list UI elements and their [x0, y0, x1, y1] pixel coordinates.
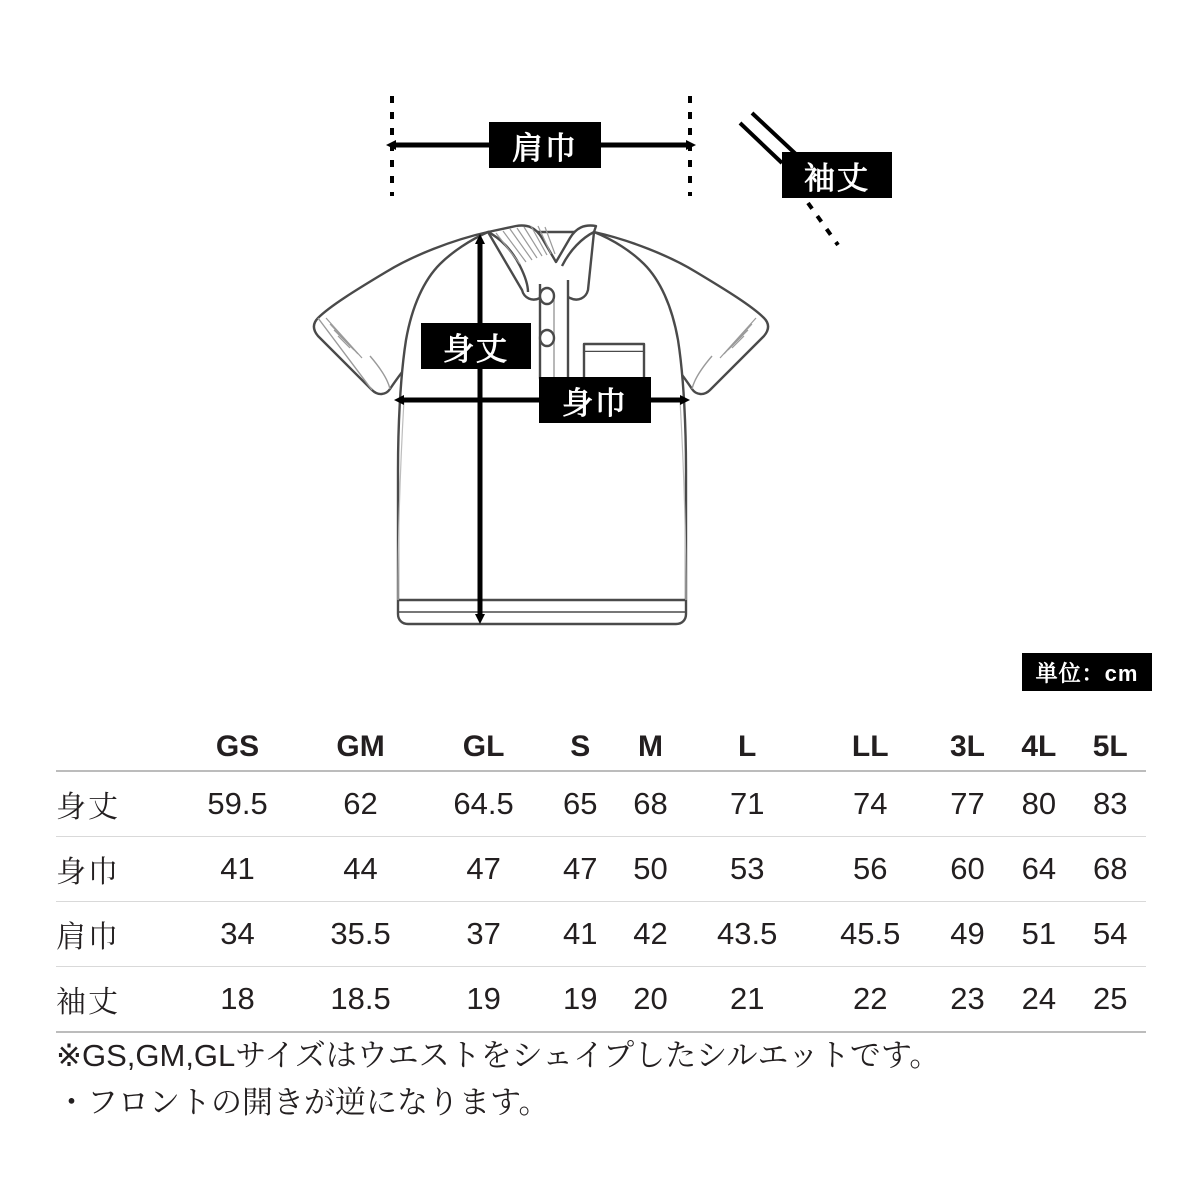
- row-header: 袖丈: [56, 986, 120, 1019]
- table-cell: 64.5: [453, 786, 514, 821]
- table-cell: 77: [950, 786, 985, 821]
- table-cell: 42: [633, 916, 668, 951]
- column-header: GL: [422, 712, 545, 771]
- notes-block: [56, 1032, 1156, 1126]
- table-header-row: [56, 712, 1146, 771]
- table-cell: 80: [1021, 786, 1057, 821]
- table-cell: 35.5: [330, 916, 391, 951]
- table-cell: 60: [950, 851, 985, 886]
- table-cell: 64: [1021, 851, 1057, 886]
- column-header: M: [615, 712, 685, 771]
- label-body-length: 身丈: [421, 323, 531, 369]
- table-cell: 21: [729, 981, 765, 1016]
- label-sleeve-length: 袖丈: [782, 152, 892, 198]
- column-header: L: [686, 712, 809, 771]
- table-cell: 65: [563, 786, 598, 821]
- column-header: GM: [299, 712, 422, 771]
- table-cell: 43.5: [717, 916, 778, 951]
- row-header: 肩巾: [56, 921, 120, 954]
- table-cell: 24: [1021, 981, 1057, 1016]
- table-cell: 23: [950, 981, 985, 1016]
- table-row: [56, 967, 1146, 1033]
- column-header: GS: [176, 712, 299, 771]
- note-line: ・フロントの開きが逆になります。: [56, 1085, 550, 1121]
- table-cell: 47: [466, 851, 501, 886]
- table-cell: 19: [563, 981, 598, 1016]
- size-chart-table: [56, 712, 1146, 1033]
- column-header: LL: [809, 712, 932, 771]
- note-line: ※GS,GM,GLサイズはウエストをシェイプしたシルエットです。: [56, 1038, 941, 1073]
- table-cell: 19: [466, 981, 501, 1016]
- label-shoulder-width: 肩巾: [489, 122, 601, 168]
- row-header: 身巾: [56, 856, 120, 889]
- table-cell: 45.5: [840, 916, 901, 951]
- table-cell: 53: [729, 851, 765, 886]
- table-cell: 56: [852, 851, 888, 886]
- table-row: [56, 902, 1146, 967]
- label-body-width: 身巾: [539, 377, 651, 423]
- table-cell: 25: [1093, 981, 1128, 1016]
- table-cell: 22: [852, 981, 888, 1016]
- table-cell: 49: [950, 916, 985, 951]
- table-cell: 83: [1093, 786, 1128, 821]
- table-cell: 68: [633, 786, 668, 821]
- column-header: 5L: [1075, 712, 1146, 771]
- table-cell: 71: [729, 786, 765, 821]
- table-cell: 18.5: [330, 981, 391, 1016]
- table-cell: 41: [220, 851, 255, 886]
- row-header: 身丈: [56, 791, 120, 824]
- table-cell: 74: [852, 786, 888, 821]
- table-cell: 51: [1021, 916, 1057, 951]
- table-cell: 47: [563, 851, 598, 886]
- table-cell: 68: [1093, 851, 1128, 886]
- table-cell: 37: [466, 916, 501, 951]
- table-cell: 44: [343, 851, 378, 886]
- table-cell: 20: [633, 981, 668, 1016]
- table-row: [56, 771, 1146, 837]
- column-header: 4L: [1003, 712, 1074, 771]
- table-cell: 59.5: [207, 786, 268, 821]
- table-cell: 18: [220, 981, 255, 1016]
- table-cell: 34: [220, 916, 255, 951]
- table-cell: 54: [1093, 916, 1128, 951]
- table-cell: 41: [563, 916, 598, 951]
- label-unit: 単位：cm: [1022, 653, 1152, 691]
- column-header: 3L: [932, 712, 1003, 771]
- column-header: S: [545, 712, 615, 771]
- table-row: [56, 837, 1146, 902]
- table-cell: 50: [633, 851, 668, 886]
- header-corner-blank: [56, 712, 176, 771]
- table-cell: 62: [343, 786, 378, 821]
